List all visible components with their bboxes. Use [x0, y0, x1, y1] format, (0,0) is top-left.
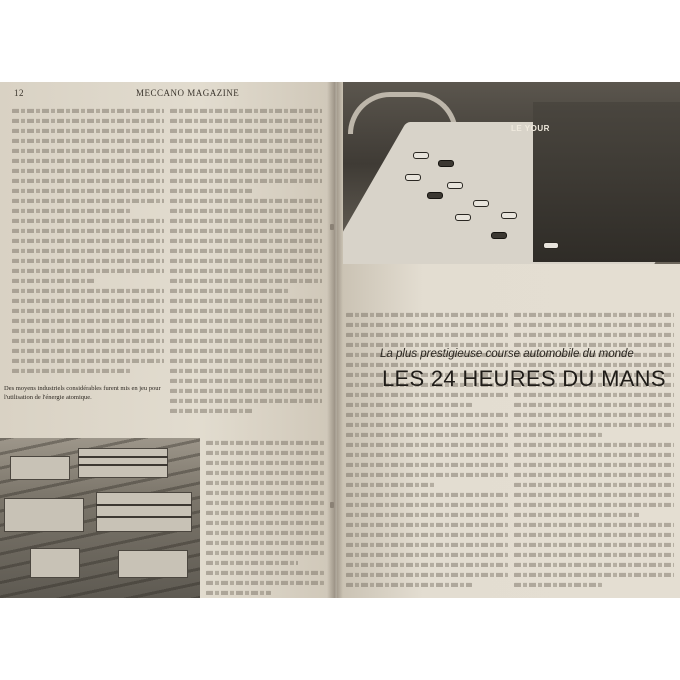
- left-text-column-1: [12, 106, 164, 382]
- factory-building: [30, 548, 80, 578]
- photo-caption: Des moyens industriels considérables furent mis en jeu pour l'utilisation de l'énergie atomique.: [4, 385, 161, 401]
- text-line: [12, 338, 164, 342]
- text-line: [12, 179, 164, 183]
- magazine-title: MECCANO MAGAZINE: [136, 88, 240, 98]
- text-line: [514, 323, 674, 327]
- factory-building: [4, 498, 84, 532]
- text-line: [346, 582, 472, 586]
- article-headline: LES 24 HEURES DU MANS: [382, 366, 666, 391]
- text-line: [206, 511, 324, 515]
- text-line: [346, 542, 508, 546]
- binding-gutter: [327, 82, 343, 598]
- text-line: [12, 358, 164, 362]
- text-line: [170, 159, 322, 163]
- text-line: [170, 259, 322, 263]
- race-car: [473, 200, 489, 207]
- text-line: [514, 562, 674, 566]
- text-line: [514, 582, 602, 586]
- page-number: 12: [14, 88, 24, 98]
- text-line: [170, 368, 322, 372]
- text-line: [206, 451, 324, 455]
- text-line: [170, 319, 322, 323]
- text-line: [170, 289, 289, 293]
- text-line: [346, 313, 508, 317]
- text-line: [12, 368, 131, 372]
- text-line: [12, 289, 164, 293]
- text-line: [346, 572, 508, 576]
- text-line: [170, 348, 322, 352]
- text-line: [514, 333, 674, 337]
- text-line: [12, 279, 96, 283]
- text-line: [170, 169, 322, 173]
- roof-line: [96, 504, 192, 506]
- text-line: [514, 513, 639, 517]
- text-line: [206, 461, 324, 465]
- text-line: [206, 541, 324, 545]
- text-line: [12, 189, 164, 193]
- text-line: [346, 403, 472, 407]
- factory-building: [78, 448, 168, 478]
- text-line: [170, 219, 322, 223]
- text-line: [170, 269, 322, 273]
- text-line: [514, 503, 674, 507]
- race-car: [413, 152, 429, 159]
- text-line: [170, 199, 322, 203]
- race-car: [405, 174, 421, 181]
- text-line: [170, 229, 322, 233]
- text-line: [12, 119, 164, 123]
- text-line: [170, 129, 322, 133]
- text-line: [346, 443, 508, 447]
- race-car: [543, 242, 559, 249]
- text-line: [514, 473, 674, 477]
- text-line: [514, 542, 674, 546]
- left-page: [0, 82, 335, 598]
- text-line: [346, 413, 508, 417]
- text-line: [170, 358, 322, 362]
- text-line: [514, 343, 674, 347]
- text-line: [514, 413, 674, 417]
- text-line: [346, 483, 435, 487]
- race-car: [447, 182, 463, 189]
- text-line: [206, 591, 271, 595]
- text-line: [12, 239, 164, 243]
- text-line: [12, 129, 164, 133]
- text-line: [346, 343, 508, 347]
- text-line: [346, 393, 508, 397]
- text-line: [170, 398, 322, 402]
- text-line: [514, 403, 674, 407]
- text-line: [12, 309, 164, 313]
- text-line: [346, 463, 508, 467]
- text-line: [206, 471, 324, 475]
- text-line: [346, 562, 508, 566]
- text-line: [346, 523, 508, 527]
- text-line: [12, 149, 164, 153]
- text-line: [206, 481, 324, 485]
- text-line: [12, 159, 164, 163]
- text-line: [170, 239, 322, 243]
- text-line: [346, 423, 508, 427]
- text-line: [170, 179, 322, 183]
- grandstand: [533, 102, 680, 262]
- text-line: [346, 552, 508, 556]
- text-line: [12, 319, 164, 323]
- text-line: [12, 229, 164, 233]
- text-line: [514, 393, 674, 397]
- race-car: [491, 232, 507, 239]
- text-line: [206, 571, 324, 575]
- text-line: [12, 348, 164, 352]
- text-line: [170, 279, 322, 283]
- text-line: [170, 338, 322, 342]
- left-text-column-2-continued: [206, 438, 324, 598]
- text-line: [206, 441, 324, 445]
- article-subtitle: La plus prestigieuse course automobile du monde: [380, 348, 634, 360]
- text-line: [206, 581, 324, 585]
- race-photo: [343, 82, 680, 264]
- text-line: [514, 463, 674, 467]
- magazine-spread: [0, 82, 680, 598]
- text-line: [12, 209, 131, 213]
- left-text-column-2: [170, 106, 322, 424]
- text-line: [346, 453, 508, 457]
- text-line: [514, 313, 674, 317]
- text-line: [170, 209, 322, 213]
- text-line: [514, 532, 674, 536]
- text-line: [514, 433, 602, 437]
- text-line: [12, 169, 164, 173]
- text-line: [170, 309, 322, 313]
- roof-line: [96, 516, 192, 518]
- text-line: [12, 139, 164, 143]
- staple: [330, 502, 334, 508]
- roof-line: [78, 456, 168, 458]
- text-line: [12, 269, 164, 273]
- text-line: [206, 531, 324, 535]
- factory-building: [10, 456, 70, 480]
- race-car: [455, 214, 471, 221]
- text-line: [12, 259, 164, 263]
- text-line: [12, 219, 164, 223]
- text-line: [170, 388, 322, 392]
- text-line: [170, 139, 322, 143]
- text-line: [514, 443, 674, 447]
- text-line: [170, 378, 322, 382]
- text-line: [346, 333, 508, 337]
- text-line: [206, 501, 324, 505]
- text-line: [170, 328, 322, 332]
- factory-building: [118, 550, 188, 578]
- race-car: [501, 212, 517, 219]
- text-line: [514, 523, 674, 527]
- text-line: [12, 328, 164, 332]
- text-line: [346, 493, 508, 497]
- text-line: [12, 299, 164, 303]
- text-line: [514, 453, 674, 457]
- text-line: [12, 249, 164, 253]
- text-line: [346, 323, 508, 327]
- text-line: [514, 493, 674, 497]
- grandstand-sign: LE YOUR: [511, 124, 550, 133]
- industrial-site-photo: [0, 438, 200, 598]
- text-line: [206, 561, 298, 565]
- factory-building: [96, 492, 192, 532]
- race-car: [438, 160, 454, 167]
- text-line: [12, 109, 164, 113]
- text-line: [346, 433, 508, 437]
- text-line: [346, 473, 508, 477]
- staple: [330, 224, 334, 230]
- text-line: [206, 491, 324, 495]
- text-line: [12, 199, 164, 203]
- roof-line: [78, 464, 168, 466]
- text-line: [170, 299, 322, 303]
- text-line: [514, 423, 674, 427]
- text-line: [514, 483, 674, 487]
- text-line: [346, 513, 508, 517]
- race-car: [427, 192, 443, 199]
- text-line: [170, 149, 322, 153]
- running-head: [14, 88, 320, 100]
- text-line: [346, 532, 508, 536]
- text-line: [170, 109, 322, 113]
- text-line: [514, 572, 674, 576]
- text-line: [170, 249, 322, 253]
- text-line: [170, 119, 322, 123]
- text-line: [346, 503, 508, 507]
- text-line: [170, 189, 254, 193]
- text-line: [206, 521, 324, 525]
- text-line: [206, 551, 324, 555]
- text-line: [514, 552, 674, 556]
